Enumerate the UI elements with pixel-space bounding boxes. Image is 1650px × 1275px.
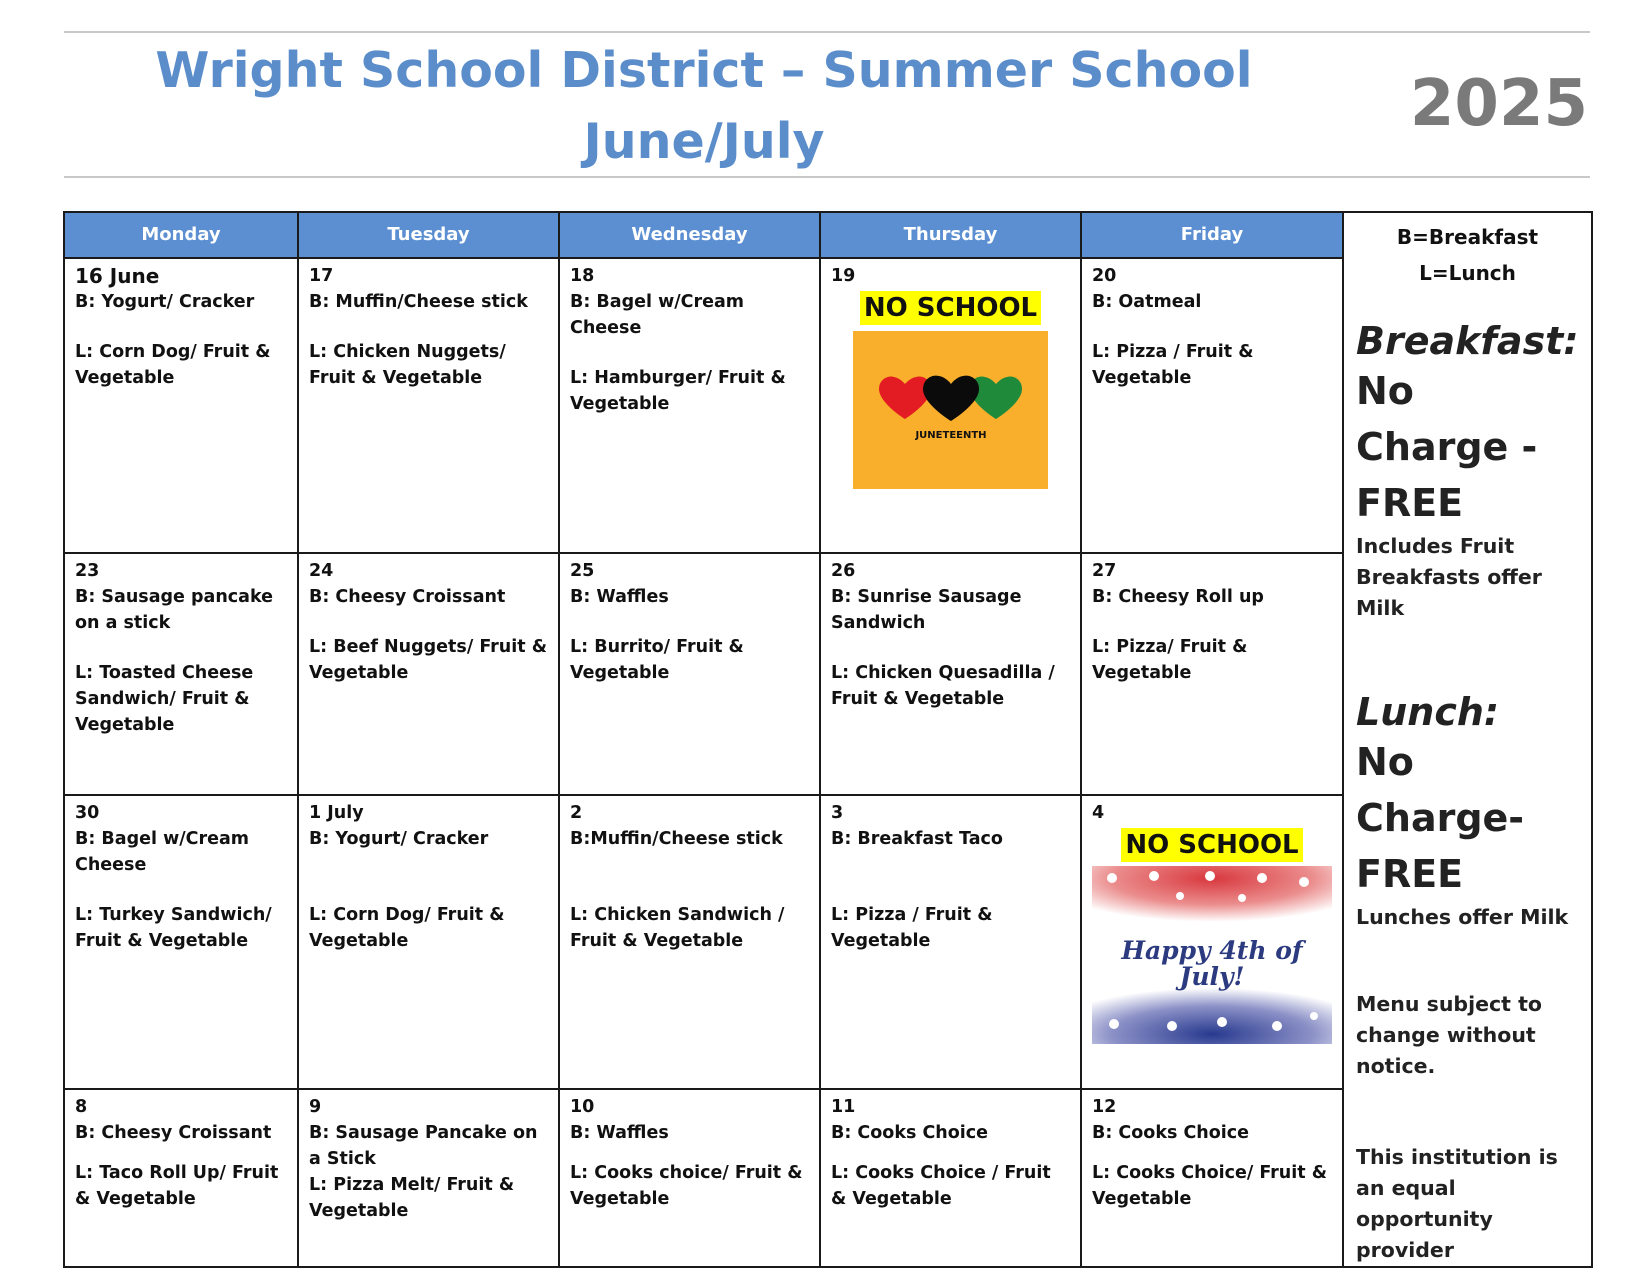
day-date: 12 [1092,1096,1117,1117]
day-date: 8 [75,1096,88,1117]
fourth-of-july-image [1092,866,1332,1044]
lunch-item: L: Pizza / Fruit & Vegetable [831,905,993,952]
weekday-header: Monday [64,212,298,258]
black-heart-icon [923,375,979,420]
red-heart-icon [879,376,931,418]
green-heart-icon [970,376,1022,418]
top-rule [64,31,1590,33]
day-date: 9 [309,1096,322,1117]
weekday-header: Thursday [820,212,1081,258]
breakfast-note-milk: Breakfasts offer Milk [1356,565,1542,620]
breakfast-item: B: Cheesy Roll up [1092,587,1264,608]
weekday-header: Wednesday [559,212,820,258]
day-cell [820,1089,1081,1267]
day-date: 10 [570,1096,595,1117]
lunch-item: L: Burrito/ Fruit & Vegetable [570,637,744,684]
day-date: 18 [570,265,595,286]
breakfast-item: B: Yogurt/ Cracker [75,291,255,312]
day-cell-holiday [820,258,1081,554]
juneteenth-image [853,331,1048,489]
day-cell [559,1089,820,1267]
day-cell [298,795,559,1088]
lunch-item: L: Pizza Melt/ Fruit & Vegetable [309,1174,515,1221]
info-sidebar [1343,212,1592,1267]
day-date: 2 [570,803,583,824]
breakfast-item: B: Bagel w/Cream Cheese [75,829,250,876]
page-title: Wright School District – Summer School [155,42,1253,99]
day-date: 19 [831,265,856,286]
day-date: 17 [309,265,334,286]
equal-opportunity-note: This institution is an equal opportunity provider [1356,1145,1558,1262]
day-cell [64,795,298,1088]
day-date: 24 [309,561,334,582]
breakfast-item: B: Breakfast Taco [831,829,1003,850]
breakfast-item: B:Muffin/Cheese stick [570,829,783,850]
breakfast-note-fruit: Includes Fruit [1356,534,1515,558]
day-cell [1081,1089,1343,1267]
breakfast-item: B: Sunrise Sausage Sandwich [831,587,1022,634]
fourth-of-july-caption: Happy 4th of July! [1121,936,1303,992]
day-date: 1 July [309,803,364,824]
lunch-item: L: Toasted Cheese Sandwich/ Fruit & Vegetable [75,663,254,736]
day-date: 11 [831,1096,856,1117]
lunch-item: L: Beef Nuggets/ Fruit & Vegetable [309,637,547,684]
weekday-header: Tuesday [298,212,559,258]
lunch-item: L: Cooks Choice / Fruit & Vegetable [831,1162,1051,1209]
lunch-item: L: Pizza/ Fruit & Vegetable [1092,637,1248,684]
breakfast-item: B: Cheesy Croissant [75,1122,272,1143]
breakfast-item: B: Waffles [570,587,669,608]
day-cell [64,553,298,795]
lunch-item: L: Hamburger/ Fruit & Vegetable [570,367,786,414]
day-cell [1081,258,1343,554]
lunch-item: L: Chicken Sandwich / Fruit & Vegetable [570,905,785,952]
day-date: 27 [1092,561,1117,582]
legend-lunch: L=Lunch [1419,261,1516,285]
day-date: 26 [831,561,856,582]
breakfast-item: B: Sausage pancake on a stick [75,587,274,634]
weekday-header-row [64,212,1592,258]
day-cell [298,553,559,795]
lunch-item: L: Corn Dog/ Fruit & Vegetable [75,341,271,388]
day-date: 16 June [75,263,160,288]
lunch-charge: No Charge- [1356,740,1525,840]
legend-breakfast: B=Breakfast [1396,225,1539,249]
day-date: 20 [1092,265,1117,286]
lunch-item: L: Turkey Sandwich/ Fruit & Vegetable [75,905,272,952]
year-label: 2025 [1409,67,1588,141]
page-subtitle: June/July [583,113,825,170]
lunch-item: L: Chicken Quesadilla / Fruit & Vegetable [831,663,1055,710]
breakfast-item: B: Yogurt/ Cracker [309,829,489,850]
juneteenth-label: JUNETEENTH [915,429,987,441]
lunch-heading: Lunch: [1356,690,1500,734]
day-date: 4 [1092,803,1105,824]
breakfast-heading: Breakfast: [1356,319,1579,363]
lunch-item: L: Corn Dog/ Fruit & Vegetable [309,905,505,952]
lunch-free: FREE [1356,852,1464,896]
lunch-item: L: Pizza / Fruit & Vegetable [1092,341,1254,388]
day-cell [559,553,820,795]
day-cell [64,1089,298,1267]
breakfast-item: B: Bagel w/Cream Cheese [570,291,745,338]
day-cell-holiday [1081,795,1343,1088]
day-cell [820,795,1081,1088]
day-date: 25 [570,561,595,582]
day-date: 23 [75,561,100,582]
breakfast-item: B: Muffin/Cheese stick [309,291,528,312]
day-cell [1081,553,1343,795]
menu-calendar [63,211,1593,1268]
menu-change-note: Menu subject to change without notice. [1356,992,1543,1078]
weekday-header: Friday [1081,212,1343,258]
day-cell [298,1089,559,1267]
lunch-item: L: Cooks Choice/ Fruit & Vegetable [1092,1162,1327,1209]
day-cell [820,553,1081,795]
breakfast-item: B: Oatmeal [1092,291,1202,312]
breakfast-free: FREE [1356,481,1464,525]
lunch-item: L: Cooks choice/ Fruit & Vegetable [570,1162,803,1209]
breakfast-charge: No Charge - [1356,369,1538,469]
breakfast-item: B: Cheesy Croissant [309,587,506,608]
breakfast-item: B: Sausage Pancake on a Stick [309,1122,538,1169]
day-cell [559,795,820,1088]
bottom-rule [64,176,1590,178]
day-cell [559,258,820,554]
day-cell [298,258,559,554]
breakfast-item: B: Cooks Choice [831,1122,989,1143]
lunch-note-milk: Lunches offer Milk [1356,905,1569,929]
no-school-badge: NO SCHOOL [860,291,1041,325]
lunch-item: L: Taco Roll Up/ Fruit & Vegetable [75,1162,279,1209]
lunch-item: L: Chicken Nuggets/ Fruit & Vegetable [309,341,506,388]
breakfast-item: B: Cooks Choice [1092,1122,1250,1143]
no-school-badge: NO SCHOOL [1121,828,1302,862]
day-cell [64,258,298,554]
day-date: 30 [75,803,100,824]
breakfast-item: B: Waffles [570,1122,669,1143]
day-date: 3 [831,803,844,824]
